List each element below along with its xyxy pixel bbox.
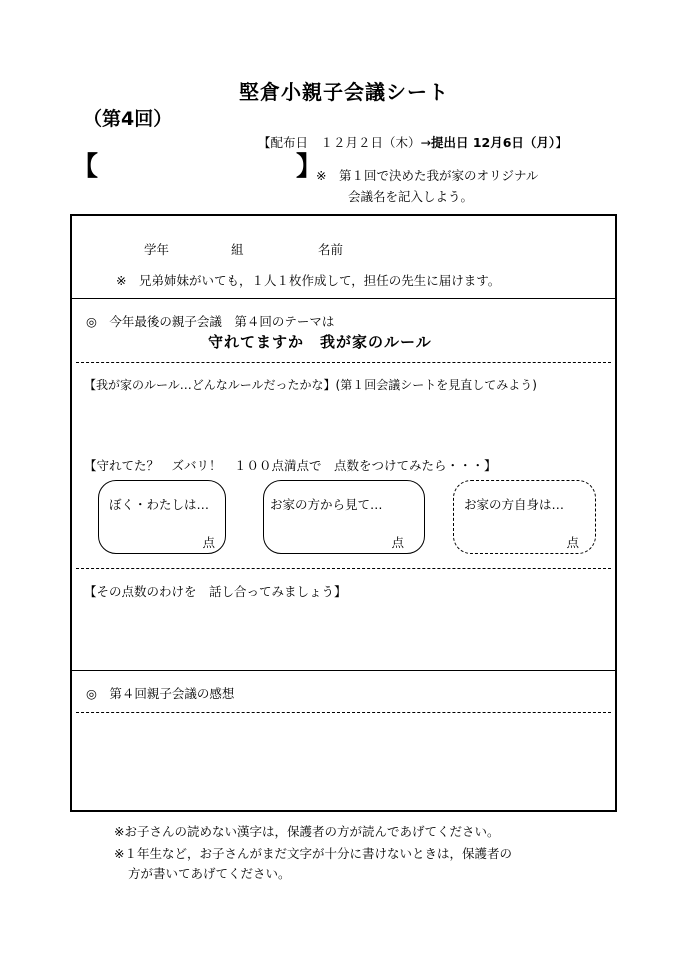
meeting-sheet-box bbox=[70, 214, 617, 812]
meeting-name-close-bracket: 】 bbox=[296, 152, 323, 182]
footer-note-first-grade: ※１年生など，お子さんがまだ文字が十分に書けないときは，保護者の bbox=[114, 846, 512, 861]
score-box-parent-view-label: お家の方から見て… bbox=[270, 497, 383, 512]
rules-answer-area[interactable] bbox=[84, 398, 604, 448]
score-box-parent-self-unit: 点 bbox=[566, 535, 579, 550]
section-divider bbox=[72, 670, 615, 671]
impressions-answer-area[interactable] bbox=[84, 718, 604, 804]
one-sheet-note: ※ 兄弟姉妹がいても，１人１枚作成して，担任の先生に届けます。 bbox=[116, 273, 501, 288]
meeting-name-field[interactable] bbox=[96, 154, 296, 180]
grade-label: 学年 bbox=[144, 242, 170, 257]
footer-note-first-grade-cont: 方が書いてあげてください。 bbox=[128, 866, 291, 881]
theme-intro: ◎ 今年最後の親子会議 第４回のテーマは bbox=[86, 314, 335, 329]
score-box-self[interactable] bbox=[98, 480, 226, 554]
meeting-name-note bbox=[316, 165, 538, 207]
reasons-prompt: 【その点数のわけを 話し合ってみましょう】 bbox=[84, 584, 347, 599]
round-label: （第4回） bbox=[83, 108, 173, 130]
theme-title: 守れてますか 我が家のルール bbox=[208, 333, 432, 351]
reasons-answer-area[interactable] bbox=[84, 606, 604, 666]
score-box-parent-self[interactable] bbox=[453, 480, 596, 554]
score-box-self-label: ぼく・わたしは… bbox=[109, 497, 210, 512]
dashed-divider bbox=[76, 712, 611, 713]
submission-date: 提出日 12月6日（月） bbox=[430, 135, 556, 150]
impressions-label: ◎ 第４回親子会議の感想 bbox=[86, 686, 235, 701]
section-divider bbox=[72, 298, 615, 299]
score-box-parent-view-unit: 点 bbox=[391, 535, 404, 550]
name-label: 名前 bbox=[318, 242, 344, 257]
score-box-self-unit: 点 bbox=[202, 535, 215, 550]
sheet-title: 堅倉小親子会議シート bbox=[239, 80, 449, 104]
score-prompt: 【守れてた？ ズバリ！ １００点満点で 点数をつけてみたら・・・】 bbox=[84, 458, 497, 473]
class-field[interactable] bbox=[254, 238, 314, 258]
score-box-parent-self-label: お家の方自身は… bbox=[464, 497, 565, 512]
footer-note-kanji: ※お子さんの読めない漢字は，保護者の方が読んであげてください。 bbox=[114, 824, 500, 839]
distribution-dates bbox=[258, 133, 568, 151]
meeting-name-open-bracket: 【 bbox=[72, 152, 99, 182]
score-box-parent-view[interactable] bbox=[263, 480, 425, 554]
name-field[interactable] bbox=[362, 238, 602, 258]
dashed-divider bbox=[76, 568, 611, 569]
distribution-date: 【配布日 １２月２日（木）→ bbox=[258, 135, 431, 150]
meeting-name-note-line1: ※ 第１回で決めた我が家のオリジナル bbox=[316, 168, 539, 183]
rules-prompt: 【我が家のルール…どんなルールだったかな】(第１回会議シートを見直してみよう) bbox=[84, 378, 537, 392]
class-label: 組 bbox=[231, 242, 244, 257]
meeting-name-note-line2: 会議名を記入しよう。 bbox=[348, 189, 474, 204]
grade-field[interactable] bbox=[176, 238, 226, 258]
dashed-divider bbox=[76, 362, 611, 363]
dates-close-bracket: 】 bbox=[555, 135, 568, 150]
